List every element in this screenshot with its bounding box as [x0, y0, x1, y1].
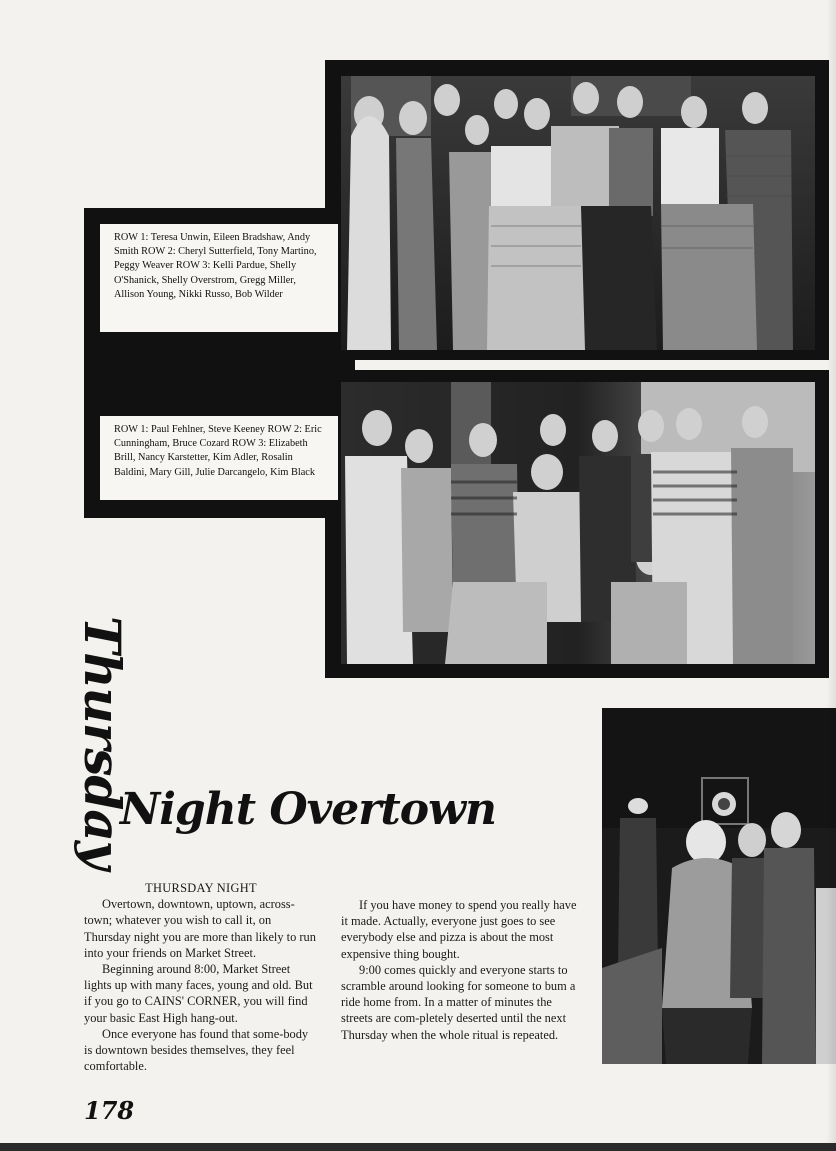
headline-vertical-text: Thursday: [73, 616, 132, 869]
story-paragraph: Overtown, downtown, uptown, across-town; whatever you wish to call it, on Thursday night you are more than likely to run into your friends on Market Street.: [84, 897, 316, 960]
story-paragraph: 9:00 comes quickly and everyone starts to scramble around looking for someone to bum a ride home from. In a matter of minutes the streets are com-pletely deserted until the next Thursday when the whole ritual is repeated.: [341, 962, 576, 1042]
headline: Night Overtown: [120, 784, 496, 835]
group-photo-two: [341, 382, 815, 664]
story-column-right: [341, 897, 579, 1043]
group-two-caption: ROW 1: Paul Fehlner, Steve Keeney ROW 2: Eric Cunningham, Bruce Cozard ROW 3: Elizabeth Brill, Nancy Karstetter, Kim Adler, Rosalin Baldini, Mary Gill, Julie Darcangelo, Kim Black: [100, 416, 338, 500]
story-paragraph: If you have money to spend you really have it made. Actually, everyone just goes to see everybody else and pizza is about the most expensive thing bought.: [341, 898, 577, 961]
story-column-left: [84, 880, 318, 1074]
group-one-caption: ROW 1: Teresa Unwin, Eileen Bradshaw, Andy Smith ROW 2: Cheryl Sutterfield, Tony Martino, Peggy Weaver ROW 3: Kelli Pardue, Shelly O'Shanick, Shelly Overstrom, Gregg Miller, Allison Young, Nikki Russo, Bob Wilder: [100, 224, 338, 332]
scan-bottom-band: [0, 1143, 836, 1151]
story-paragraph: Once everyone has found that some-body is downtown besides themselves, they feel comfortable.: [84, 1026, 309, 1074]
story-paragraph: Beginning around 8:00, Market Street lights up with many faces, young and old. But if you go to CAINS' CORNER, you will find your basic East High hang-out.: [84, 962, 313, 1025]
night-street-photo: [602, 708, 836, 1064]
story-title: THURSDAY NIGHT: [145, 881, 257, 895]
page-number: 178: [84, 1096, 135, 1125]
group-photo-one: [341, 76, 815, 350]
page-edge-shadow: [826, 0, 836, 1151]
